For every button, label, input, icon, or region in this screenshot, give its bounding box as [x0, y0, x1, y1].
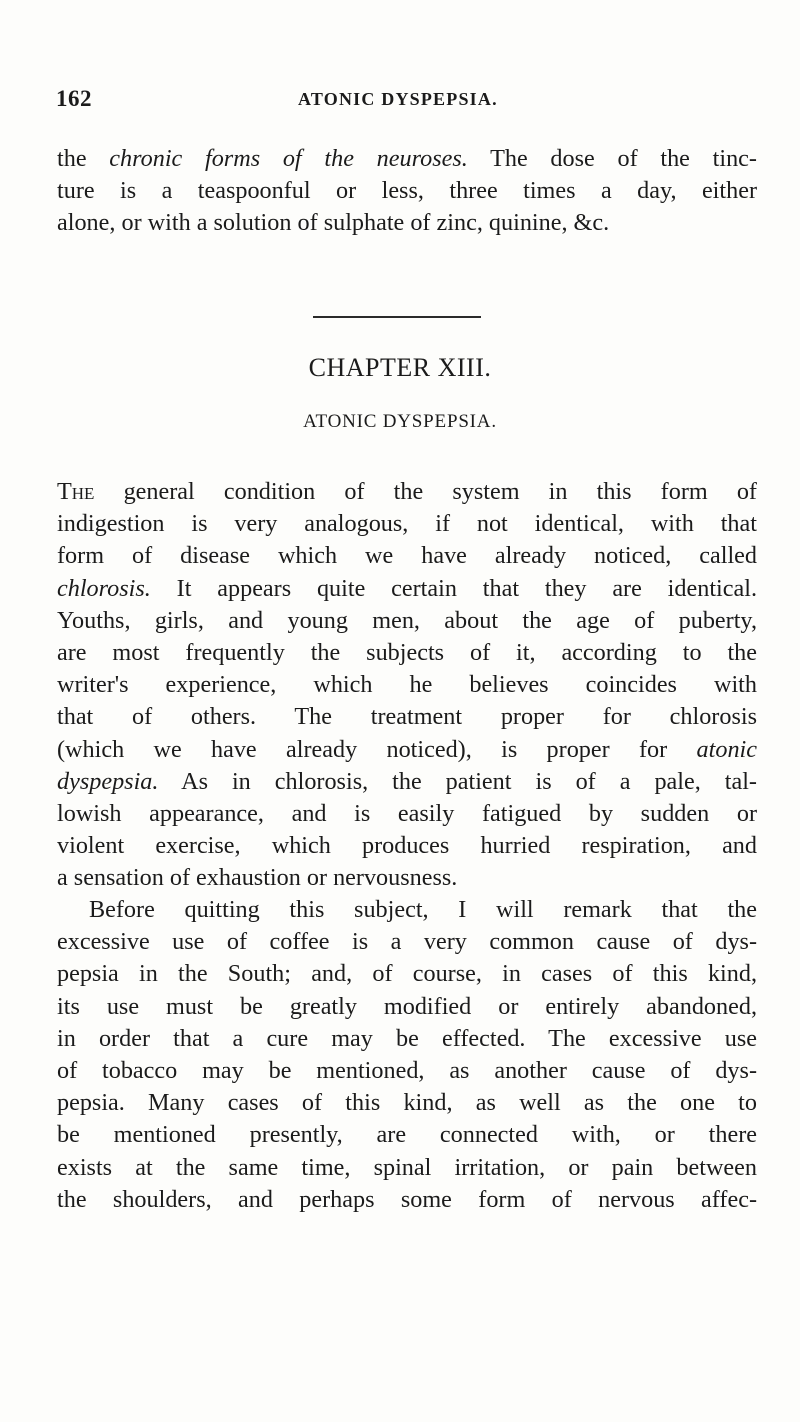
running-title: ATONIC DYSPEPSIA. [298, 89, 498, 109]
paragraph-1 [57, 476, 757, 894]
paragraph-2-line: Before quitting this subject, I will remark that the [89, 896, 757, 923]
paragraph-2-line: pepsia. Many cases of this kind, as well as the one to [57, 1089, 757, 1117]
paragraph-1-line: are most frequently the subjects of it, according to the [57, 638, 757, 666]
paragraph-2-line: excessive use of coffee is a very common cause of dys- [57, 928, 757, 956]
paragraph-2-line: pepsia in the South; and, of course, in cases of this kind, [57, 960, 757, 988]
paragraph-2-line: of tobacco may be mentioned, as another cause of dys- [57, 1056, 757, 1084]
paragraph-1-line: (which we have already noticed), is proper for atonic [57, 735, 757, 763]
paragraph-1-line: that of others. The treatment proper for chlorosis [57, 703, 757, 731]
paragraph-2-line: in order that a cure may be effected. The excessive use [57, 1024, 757, 1052]
paragraph-1-line: Youths, girls, and young men, about the age of puberty, [57, 606, 757, 634]
chapter-heading: CHAPTER XIII. [308, 353, 492, 382]
paragraph-2-line: be mentioned presently, are connected with, or there [57, 1121, 757, 1149]
intro-line-1: the chronic forms of the neuroses. The dose of the tinc- [57, 145, 757, 172]
paragraph-1-line: violent exercise, which produces hurried respiration, and [57, 832, 757, 860]
page-number: 162 [56, 86, 92, 111]
paragraph-1-line: writer's experience, which he believes coincides with [57, 671, 757, 699]
lead-word: The [57, 478, 95, 505]
paragraph-1-line: indigestion is very analogous, if not identical, with that [57, 510, 757, 538]
intro-line-2: ture is a teaspoonful or less, three times a day, either [57, 177, 757, 205]
paragraph-1-line: chlorosis. It appears quite certain that they are identical. [57, 574, 757, 602]
section-divider-rule [313, 316, 481, 318]
paragraph-2-line: the shoulders, and perhaps some form of nervous affec- [57, 1185, 757, 1213]
chapter-subheading: ATONIC DYSPEPSIA. [303, 411, 497, 432]
paragraph-1-line: form of disease which we have already noticed, called [57, 542, 757, 570]
paragraph-2-line: exists at the same time, spinal irritation, or pain between [57, 1153, 757, 1181]
running-head [56, 86, 756, 116]
intro-line-3: alone, or with a solution of sulphate of zinc, quinine, &c. [57, 209, 610, 237]
intro-paragraph [57, 143, 757, 240]
paragraph-1-line: lowish appearance, and is easily fatigued by sudden or [57, 799, 757, 827]
paragraph-1-line: a sensation of exhaustion or nervousness. [57, 864, 458, 892]
paragraph-1-line: dyspepsia. As in chlorosis, the patient is of a pale, tal- [57, 767, 757, 795]
paragraph-2-line: its use must be greatly modified or entirely abandoned, [57, 992, 757, 1020]
intro-italic-phrase: chronic forms of the neuroses. [109, 145, 468, 172]
paragraph-1-line: The general condition of the system in this form of [57, 478, 757, 505]
paragraph-2 [57, 894, 757, 1216]
